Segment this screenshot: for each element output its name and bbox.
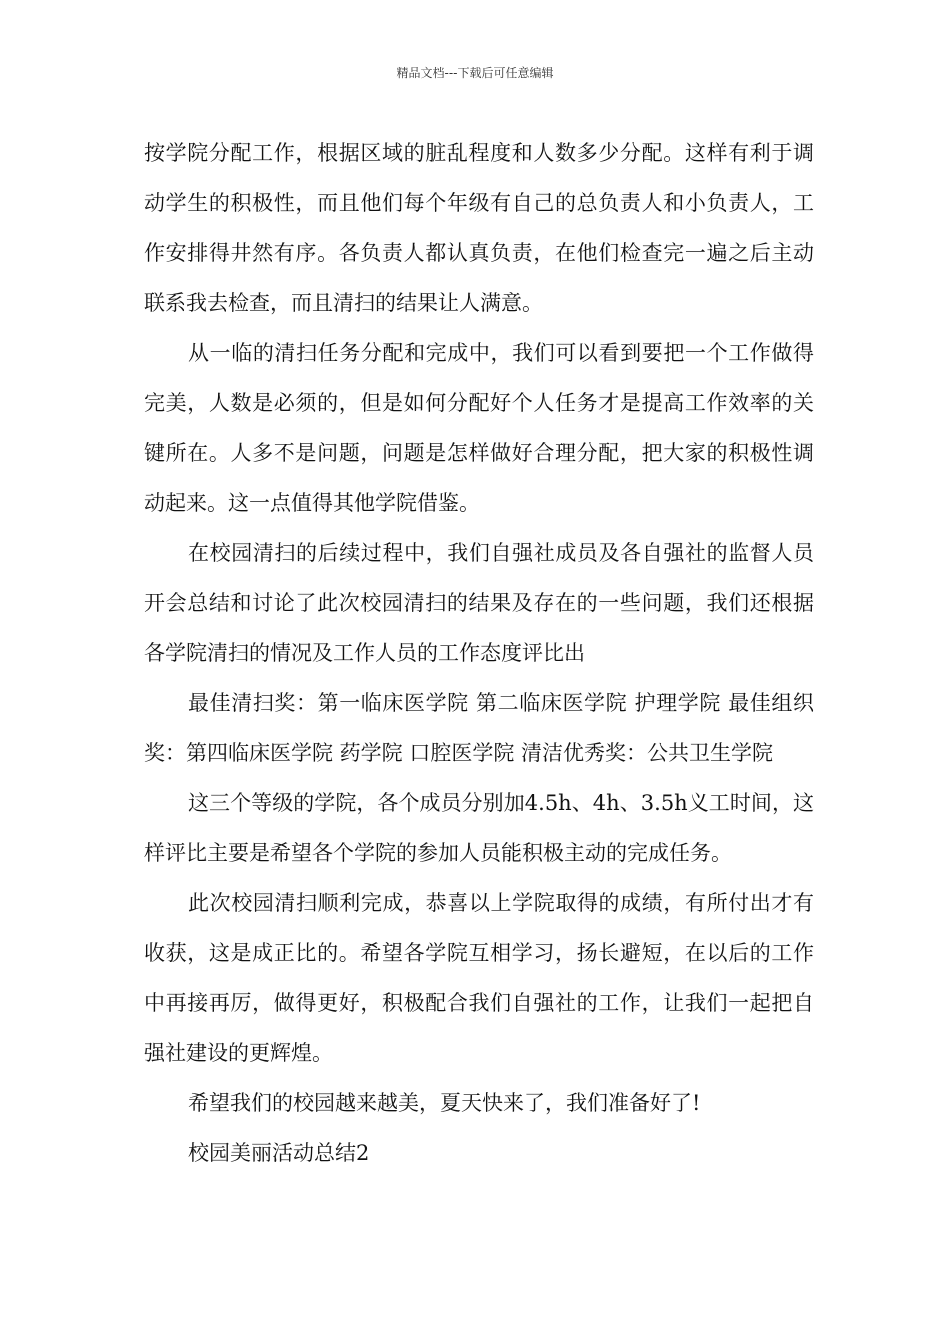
paragraph-7: 希望我们的校园越来越美，夏天快来了，我们准备好了! <box>188 1091 701 1115</box>
document-body <box>144 128 814 1178</box>
paragraph-2: 从一临的清扫任务分配和完成中，我们可以看到要把一个工作做得完美，人数是必须的，但是如何分配好个人任务才是提高工作效率的关键所在。人多不是问题，问题是怎样做好合理分配，把大家的积极性调动起来。这一点值得其他学院借鉴。 <box>144 341 814 515</box>
page-header: 精品文档---下载后可任意编辑 <box>396 66 554 80</box>
paragraph-5: 这三个等级的学院，各个成员分别加4.5h、4h、3.5h义工时间，这样评比主要是希望各个学院的参加人员能积极主动的完成任务。 <box>144 791 814 865</box>
paragraph-1: 按学院分配工作，根据区域的脏乱程度和人数多少分配。这样有利于调动学生的积极性，而且他们每个年级有自己的总负责人和小负责人，工作安排得井然有序。各负责人都认真负责，在他们检查完一遍之后主动联系我去检查，而且清扫的结果让人满意。 <box>144 141 814 315</box>
section-heading: 校园美丽活动总结2 <box>188 1141 370 1165</box>
paragraph-3: 在校园清扫的后续过程中，我们自强社成员及各自强社的监督人员开会总结和讨论了此次校园清扫的结果及存在的一些问题，我们还根据各学院清扫的情况及工作人员的工作态度评比出 <box>144 541 814 665</box>
paragraph-4-awards: 最佳清扫奖：第一临床医学院 第二临床医学院 护理学院 最佳组织奖：第四临床医学院 药学院 口腔医学院 清洁优秀奖：公共卫生学院 <box>144 691 814 765</box>
paragraph-6: 此次校园清扫顺利完成，恭喜以上学院取得的成绩，有所付出才有收获，这是成正比的。希望各学院互相学习，扬长避短，在以后的工作中再接再厉，做得更好，积极配合我们自强社的工作，让我们一起把自强社建设的更辉煌。 <box>144 891 814 1065</box>
